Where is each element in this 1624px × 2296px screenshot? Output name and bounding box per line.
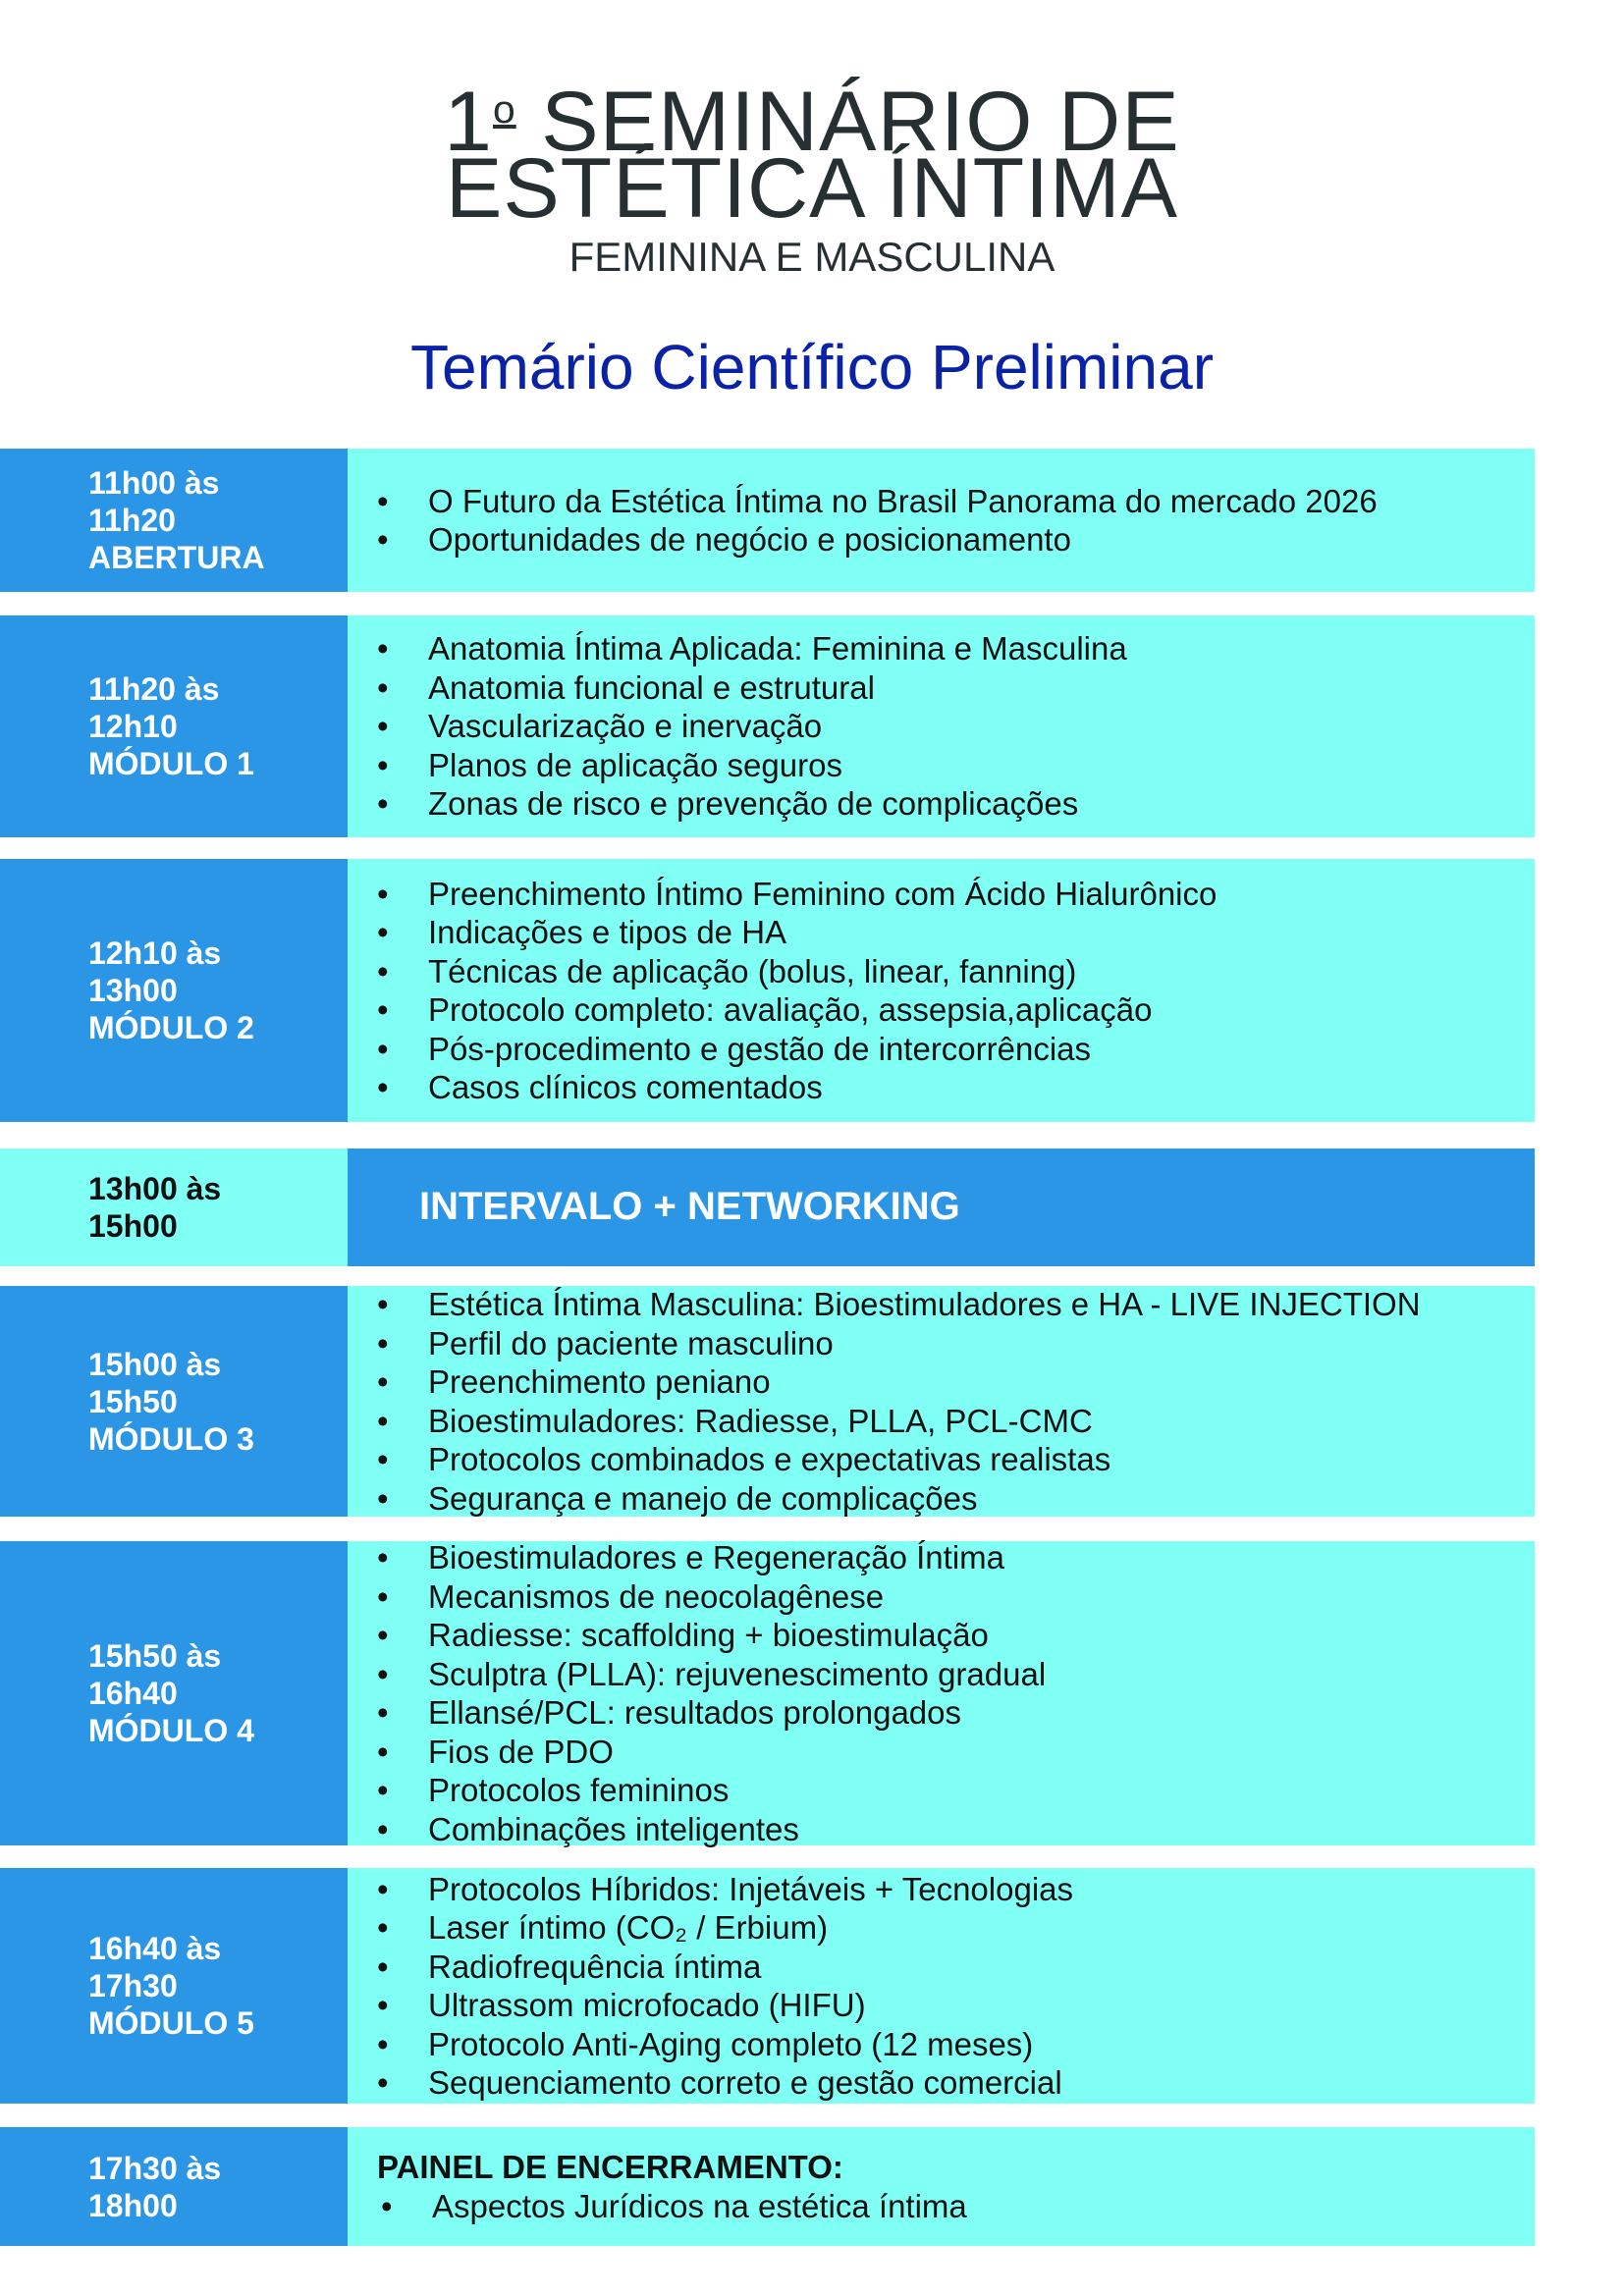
schedule-row: [0, 1541, 1535, 1845]
topic-item: • Aspectos Jurídicos na estética íntima: [381, 2187, 1535, 2226]
topic-item: • O Futuro da Estética Íntima no Brasil Panorama do mercado 2026: [377, 482, 1535, 521]
time-line: ABERTURA: [88, 540, 265, 575]
topic-item: • Preenchimento Íntimo Feminino com Ácido Hialurônico: [377, 875, 1535, 914]
time-cell: [0, 859, 348, 1122]
time-cell: [0, 615, 348, 837]
time-line: 16h40 às: [88, 1931, 222, 1966]
time-line: 15h00 às: [88, 1346, 222, 1382]
topic-item: • Preenchimento peniano: [377, 1362, 1535, 1402]
topic-item: • Bioestimuladores: Radiesse, PLLA, PCL-CMC: [377, 1402, 1535, 1441]
topic-item: • Perfil do paciente masculino: [377, 1324, 1535, 1363]
topic-item: • Técnicas de aplicação (bolus, linear, fanning): [377, 952, 1535, 991]
time-line: 13h00: [88, 973, 178, 1008]
topic-item: • Anatomia Íntima Aplicada: Feminina e Masculina: [377, 629, 1535, 668]
topic-item: • Indicações e tipos de HA: [377, 913, 1535, 952]
schedule-row: [0, 1868, 1535, 2104]
schedule-row: [0, 2127, 1535, 2246]
time-line: MÓDULO 3: [88, 1420, 254, 1457]
topic-item: • Radiesse: scaffolding + bioestimulação: [377, 1616, 1535, 1655]
time-line: 18h00: [88, 2187, 178, 2223]
topic-item: • Protocolos combinados e expectativas realistas: [377, 1440, 1535, 1479]
topics-cell: [348, 1868, 1535, 2104]
topics-cell: [348, 1148, 1535, 1266]
time-line: 17h30 às: [88, 2150, 222, 2186]
topics-cell: [348, 2127, 1535, 2246]
schedule-row: [0, 449, 1535, 592]
time-line: 17h30: [88, 1968, 178, 2003]
time-line: MÓDULO 1: [88, 746, 254, 781]
topic-item: • Combinações inteligentes: [377, 1810, 1535, 1849]
topic-item: • Oportunidades de negócio e posicionamento: [377, 520, 1535, 560]
topic-item: • Protocolos Híbridos: Injetáveis + Tecnologias: [377, 1870, 1535, 1909]
topic-item: • Anatomia funcional e estrutural: [377, 668, 1535, 708]
time-cell: [0, 1286, 348, 1517]
topics-cell: [348, 1541, 1535, 1845]
topics-cell: [348, 1286, 1535, 1517]
topics-cell: [348, 449, 1535, 592]
time-cell: [0, 1868, 348, 2104]
time-cell: [0, 1148, 348, 1266]
time-line: 16h40: [88, 1676, 178, 1711]
time-line: 11h00 às: [88, 465, 220, 501]
topic-item: • Fios de PDO: [377, 1733, 1535, 1772]
event-title-line-2: ESTÉTICA ÍNTIMA: [445, 141, 1179, 236]
panel-heading: PAINEL DE ENCERRAMENTO:: [377, 2149, 843, 2185]
schedule-row-interval: [0, 1148, 1535, 1266]
topics-cell: [348, 859, 1535, 1122]
time-line: MÓDULO 5: [88, 2005, 254, 2041]
time-line: 12h10: [88, 709, 178, 744]
topic-item: • Estética Íntima Masculina: Bioestimuladores e HA - LIVE INJECTION: [377, 1285, 1535, 1324]
time-line: MÓDULO 2: [88, 1010, 254, 1045]
topic-item: • Planos de aplicação seguros: [377, 746, 1535, 785]
schedule-row: [0, 615, 1535, 837]
topic-item: • Pós-procedimento e gestão de intercorrências: [377, 1030, 1535, 1069]
time-line: 11h20: [88, 503, 176, 538]
topic-item: • Casos clínicos comentados: [377, 1068, 1535, 1107]
topic-item: • Sequenciamento correto e gestão comercial: [377, 2063, 1535, 2103]
topic-item: • Protocolo completo: avaliação, assepsia,aplicação: [377, 990, 1535, 1030]
topic-item: • Radiofrequência íntima: [377, 1948, 1535, 1987]
time-line: 15h00: [88, 1208, 178, 1244]
topic-item: • Sculptra (PLLA): rejuvenescimento gradual: [377, 1655, 1535, 1694]
page-subtitle: Temário Científico Preliminar: [409, 332, 1215, 402]
title-ordinal: o: [492, 88, 516, 132]
topic-item: • Ultrassom microfocado (HIFU): [377, 1986, 1535, 2025]
time-line: MÓDULO 4: [88, 1713, 254, 1748]
title-number: 1: [444, 75, 493, 169]
topic-item: • Bioestimuladores e Regeneração Íntima: [377, 1538, 1535, 1577]
title-text: SEMINÁRIO DE: [541, 75, 1180, 169]
time-line: 11h20 às: [88, 671, 220, 707]
topic-item: • Protocolos femininos: [377, 1771, 1535, 1810]
time-line: 13h00 às: [88, 1171, 222, 1206]
topics-cell: [348, 615, 1535, 837]
topic-item: • Mecanismos de neocolagênese: [377, 1577, 1535, 1617]
event-title-line-3: FEMININA E MASCULINA: [568, 234, 1056, 280]
topic-item: • Segurança e manejo de complicações: [377, 1479, 1535, 1519]
time-line: 15h50 às: [88, 1638, 222, 1674]
time-cell: [0, 1541, 348, 1845]
schedule-row: [0, 1286, 1535, 1517]
topic-item: • Ellansé/PCL: resultados prolongados: [377, 1693, 1535, 1733]
topic-item: • Protocolo Anti-Aging completo (12 meses): [377, 2025, 1535, 2064]
time-line: 12h10 às: [88, 935, 222, 971]
interval-label: INTERVALO + NETWORKING: [419, 1185, 960, 1229]
topic-item: • Vascularização e inervação: [377, 707, 1535, 746]
topic-item: • Laser íntimo (CO₂ / Erbium): [377, 1908, 1535, 1948]
time-cell: [0, 2127, 348, 2246]
schedule-row: [0, 859, 1535, 1122]
time-line: 15h50: [88, 1383, 178, 1419]
time-cell: [0, 449, 348, 592]
topic-item: • Zonas de risco e prevenção de complicações: [377, 784, 1535, 824]
